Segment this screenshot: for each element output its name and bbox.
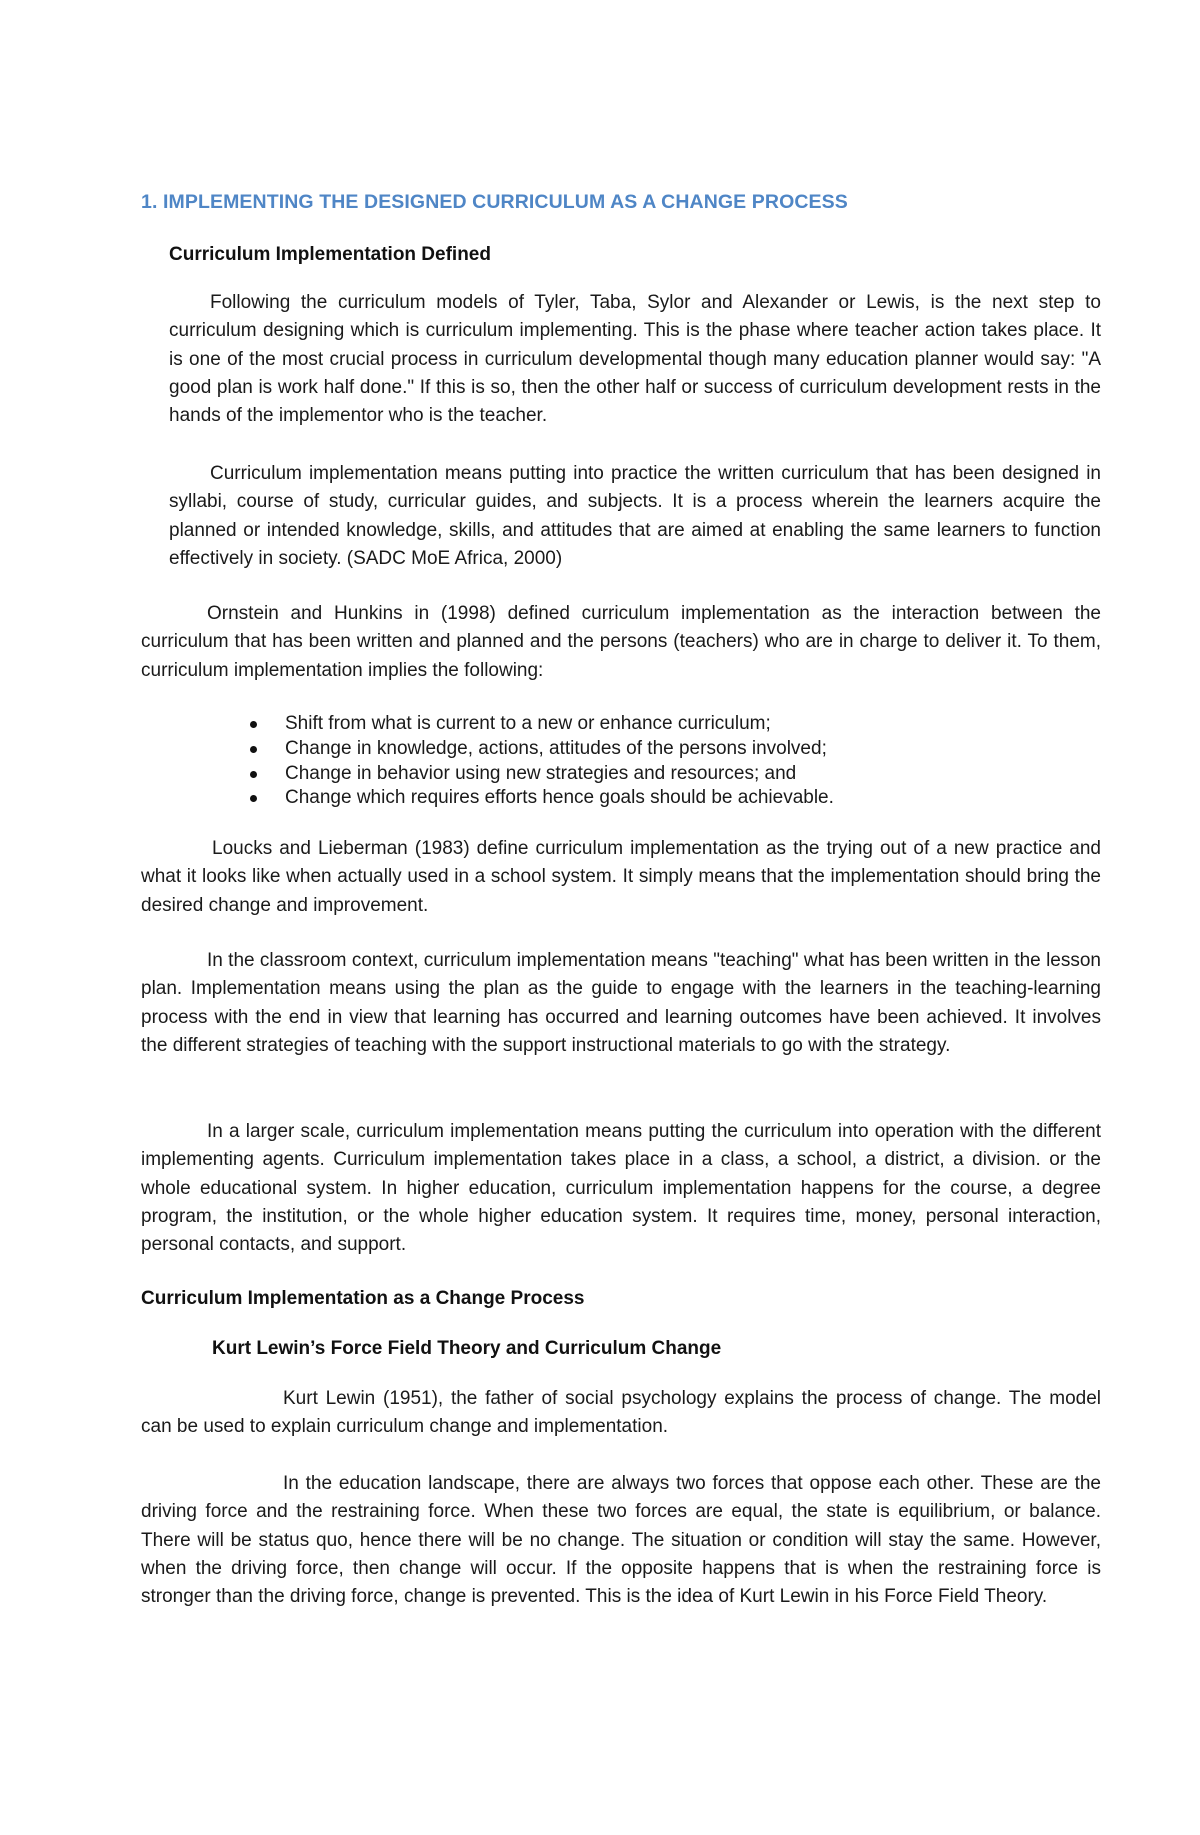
bullet-icon bbox=[250, 721, 257, 728]
paragraph-classroom-context: In the classroom context, curriculum implementation means "teaching" what has been written in the lesson plan. Implementation means using the plan as the guide to engage with the learners in the teaching-learning process with the end in view that learning has occurred and learning outcomes have been achieved. It involves the different strategies of teaching with the support instructional materials to go with the strategy. bbox=[141, 950, 1101, 1056]
paragraph-kurt-lewin: Kurt Lewin (1951), the father of social psychology explains the process of change. The model can be used to explain curriculum change and implementation. bbox=[141, 1388, 1101, 1438]
list-item: Change in knowledge, actions, attitudes of the persons involved; bbox=[242, 737, 972, 762]
section-heading-change-process: Curriculum Implementation as a Change Process bbox=[141, 1288, 585, 1309]
section-heading-implementation-defined: Curriculum Implementation Defined bbox=[169, 244, 491, 265]
list-item: Change in behavior using new strategies and resources; and bbox=[242, 762, 972, 787]
paragraph-curriculum-models: Following the curriculum models of Tyler, Taba, Sylor and Alexander or Lewis, is the next step to curriculum designing which is curriculum implementing. This is the phase where teacher action takes place. It is one of the most crucial process in curriculum developmental though many education planner would say: "A good plan is work half done." If this is so, then the other half or success of curriculum development rests in the hands of the implementor who is the teacher. bbox=[169, 292, 1101, 427]
subheading-force-field-theory: Kurt Lewin’s Force Field Theory and Curriculum Change bbox=[212, 1338, 722, 1359]
paragraph-larger-scale: In a larger scale, curriculum implementation means putting the curriculum into operation with the different implementing agents. Curriculum implementation takes place in a class, a school, a district, a division. or the whole educational system. In higher education, curriculum implementation happens for the course, a degree program, the institution, or the whole higher education system. It requires time, money, personal interaction, personal contacts, and support. bbox=[141, 1121, 1101, 1256]
paragraph-ornstein-hunkins: Ornstein and Hunkins in (1998) defined curriculum implementation as the interaction between the curriculum that has been written and planned and the persons (teachers) who are in charge to deliver it. To them, curriculum implementation implies the following: bbox=[141, 603, 1101, 681]
bullet-icon bbox=[250, 795, 257, 802]
bullet-icon bbox=[250, 771, 257, 778]
document-title: 1. IMPLEMENTING THE DESIGNED CURRICULUM AS A CHANGE PROCESS bbox=[141, 191, 848, 213]
bullet-icon bbox=[250, 746, 257, 753]
list-item: Change which requires efforts hence goals should be achievable. bbox=[242, 786, 972, 811]
implications-bullet-list bbox=[242, 712, 972, 811]
list-item: Shift from what is current to a new or enhance curriculum; bbox=[242, 712, 972, 737]
paragraph-loucks-lieberman: Loucks and Lieberman (1983) define curriculum implementation as the trying out of a new practice and what it looks like when actually used in a school system. It simply means that the implementation should bring the desired change and improvement. bbox=[141, 838, 1101, 916]
paragraph-education-landscape: In the education landscape, there are always two forces that oppose each other. These are the driving force and the restraining force. When these two forces are equal, the state is equilibrium, or balance. There will be status quo, hence there will be no change. The situation or condition will stay the same. However, when the driving force, then change will occur. If the opposite happens that is when the restraining force is stronger than the driving force, change is prevented. This is the idea of Kurt Lewin in his Force Field Theory. bbox=[141, 1473, 1101, 1608]
paragraph-implementation-meaning: Curriculum implementation means putting into practice the written curriculum that has been designed in syllabi, course of study, curricular guides, and subjects. It is a process wherein the learners acquire the planned or intended knowledge, skills, and attitudes that are aimed at enabling the same learners to function effectively in society. (SADC MoE Africa, 2000) bbox=[169, 463, 1101, 569]
